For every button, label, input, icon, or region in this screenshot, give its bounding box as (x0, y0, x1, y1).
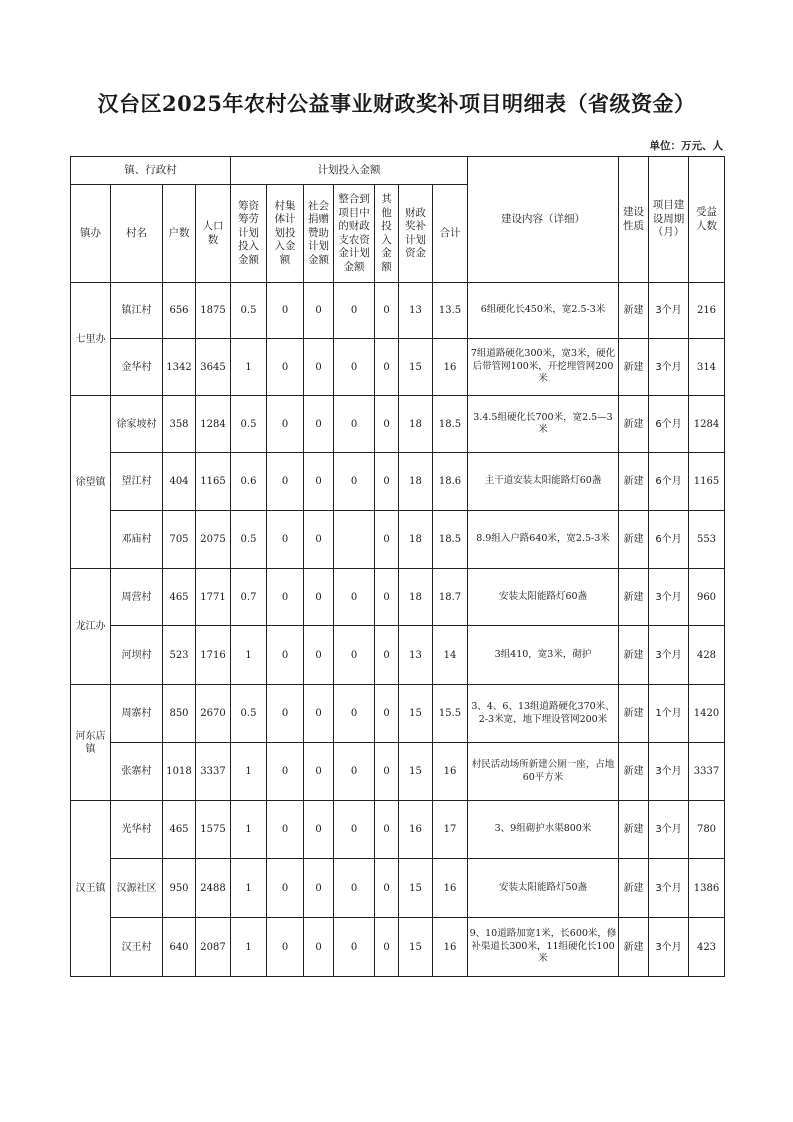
cell-period: 1个月 (649, 685, 689, 743)
cell-households: 1018 (163, 743, 196, 801)
col-header-fiscal (399, 185, 433, 283)
cell-content: 村民活动场所新建公厕一座，占地60平方米 (468, 743, 619, 801)
cell-self-raised: 1 (231, 743, 267, 801)
cell-beneficiaries: 553 (689, 511, 725, 569)
cell-total: 18.6 (433, 453, 468, 511)
cell-total: 14 (433, 626, 468, 685)
cell-self-raised: 0.5 (231, 396, 267, 453)
cell-population: 2488 (196, 859, 231, 918)
town-name: 徐望镇 (75, 476, 106, 488)
cell-town (71, 283, 111, 396)
cell-beneficiaries: 780 (689, 801, 725, 859)
cell-period: 3个月 (649, 801, 689, 859)
cell-population: 1716 (196, 626, 231, 685)
cell-integrated: 0 (334, 453, 375, 511)
cell-content: 安装太阳能路灯50盏 (468, 859, 619, 918)
col-header-households: 户数 (163, 185, 196, 283)
cell-other: 0 (375, 511, 399, 569)
cell-village-name: 周营村 (111, 569, 163, 626)
cell-nature: 新建 (619, 685, 649, 743)
cell-population: 1875 (196, 283, 231, 339)
cell-nature: 新建 (619, 511, 649, 569)
cell-self-raised: 0.5 (231, 283, 267, 339)
cell-period: 3个月 (649, 626, 689, 685)
cell-total: 16 (433, 339, 468, 396)
cell-population: 1165 (196, 453, 231, 511)
cell-village-name: 金华村 (111, 339, 163, 396)
cell-nature: 新建 (619, 918, 649, 977)
cell-total: 16 (433, 743, 468, 801)
table-row (71, 453, 725, 511)
table-row (71, 859, 725, 918)
cell-beneficiaries: 1284 (689, 396, 725, 453)
cell-collective: 0 (267, 801, 304, 859)
cell-period: 6个月 (649, 511, 689, 569)
cell-total: 16 (433, 859, 468, 918)
cell-collective: 0 (267, 339, 304, 396)
cell-self-raised: 0.6 (231, 453, 267, 511)
cell-social: 0 (304, 859, 334, 918)
col-header-integrated (334, 185, 375, 283)
table-row (71, 626, 725, 685)
cell-content: 主干道安装太阳能路灯60盏 (468, 453, 619, 511)
cell-village-name: 光华村 (111, 801, 163, 859)
cell-households: 640 (163, 918, 196, 977)
col-header-population (196, 185, 231, 283)
cell-nature: 新建 (619, 396, 649, 453)
group-header-plan: 计划投入金额 (231, 157, 468, 185)
cell-social: 0 (304, 918, 334, 977)
cell-town (71, 569, 111, 685)
cell-other: 0 (375, 801, 399, 859)
cell-total: 13.5 (433, 283, 468, 339)
cell-other: 0 (375, 396, 399, 453)
cell-period: 6个月 (649, 453, 689, 511)
col-header-social (304, 185, 334, 283)
cell-collective: 0 (267, 396, 304, 453)
cell-nature: 新建 (619, 339, 649, 396)
cell-total: 15.5 (433, 685, 468, 743)
cell-collective: 0 (267, 743, 304, 801)
cell-integrated: 0 (334, 283, 375, 339)
col-header-nature-text: 建设性质 (623, 206, 644, 232)
cell-collective: 0 (267, 569, 304, 626)
cell-content: 安装太阳能路灯60盏 (468, 569, 619, 626)
cell-nature: 新建 (619, 743, 649, 801)
table-body (71, 283, 725, 977)
cell-fiscal: 15 (399, 685, 433, 743)
cell-households: 404 (163, 453, 196, 511)
cell-social: 0 (304, 396, 334, 453)
table-row (71, 511, 725, 569)
col-header-self-raised (231, 185, 267, 283)
cell-collective: 0 (267, 453, 304, 511)
cell-social: 0 (304, 453, 334, 511)
table-row (71, 569, 725, 626)
cell-integrated: 0 (334, 685, 375, 743)
table-row (71, 801, 725, 859)
cell-total: 18.7 (433, 569, 468, 626)
cell-village-name: 张寨村 (111, 743, 163, 801)
cell-other: 0 (375, 685, 399, 743)
cell-town (71, 801, 111, 977)
cell-self-raised: 0.5 (231, 685, 267, 743)
cell-beneficiaries: 1420 (689, 685, 725, 743)
cell-beneficiaries: 1165 (689, 453, 725, 511)
cell-other: 0 (375, 453, 399, 511)
cell-integrated: 0 (334, 743, 375, 801)
cell-total: 17 (433, 801, 468, 859)
cell-other: 0 (375, 918, 399, 977)
cell-integrated: 0 (334, 569, 375, 626)
col-header-fiscal-text: 财政奖补计划资金 (405, 206, 426, 259)
cell-period: 3个月 (649, 283, 689, 339)
cell-population: 2075 (196, 511, 231, 569)
col-header-collective-text: 村集体计划投入金额 (274, 199, 296, 266)
cell-town (71, 396, 111, 569)
cell-beneficiaries: 1386 (689, 859, 725, 918)
cell-village-name: 河坝村 (111, 626, 163, 685)
col-header-self-raised-text: 筹资筹劳计划投入金额 (238, 199, 259, 266)
group-header-town: 镇、行政村 (71, 157, 231, 185)
col-header-content: 建设内容（详细） (468, 157, 619, 283)
cell-beneficiaries: 428 (689, 626, 725, 685)
cell-fiscal: 13 (399, 626, 433, 685)
cell-population: 2670 (196, 685, 231, 743)
cell-social: 0 (304, 743, 334, 801)
cell-nature: 新建 (619, 801, 649, 859)
cell-other: 0 (375, 569, 399, 626)
cell-period: 3个月 (649, 339, 689, 396)
col-header-integrated-text: 整合到项目中的财政支农资金计划金额 (338, 193, 370, 273)
cell-population: 2087 (196, 918, 231, 977)
cell-collective: 0 (267, 918, 304, 977)
cell-village-name: 汉源社区 (111, 859, 163, 918)
cell-village-name: 周寨村 (111, 685, 163, 743)
cell-nature: 新建 (619, 626, 649, 685)
cell-nature: 新建 (619, 859, 649, 918)
cell-social: 0 (304, 511, 334, 569)
cell-collective: 0 (267, 283, 304, 339)
cell-integrated: 0 (334, 339, 375, 396)
cell-population: 1284 (196, 396, 231, 453)
cell-other: 0 (375, 339, 399, 396)
cell-self-raised: 1 (231, 339, 267, 396)
cell-households: 465 (163, 569, 196, 626)
col-header-collective (267, 185, 304, 283)
cell-collective: 0 (267, 859, 304, 918)
cell-content: 3、9组砌护水渠800米 (468, 801, 619, 859)
cell-self-raised: 1 (231, 801, 267, 859)
cell-social: 0 (304, 626, 334, 685)
cell-village-name: 镇江村 (111, 283, 163, 339)
cell-integrated (334, 511, 375, 569)
project-table (70, 156, 725, 977)
cell-beneficiaries: 423 (689, 918, 725, 977)
cell-other: 0 (375, 743, 399, 801)
cell-integrated: 0 (334, 918, 375, 977)
col-header-period-text: 项目建设周期（月） (652, 199, 685, 239)
table-row (71, 743, 725, 801)
table-row (71, 339, 725, 396)
col-header-other (375, 185, 399, 283)
table-row (71, 396, 725, 453)
town-name: 河东店镇 (75, 730, 106, 755)
cell-integrated: 0 (334, 626, 375, 685)
cell-collective: 0 (267, 511, 304, 569)
col-header-period (649, 157, 689, 283)
cell-fiscal: 18 (399, 511, 433, 569)
cell-beneficiaries: 960 (689, 569, 725, 626)
cell-population: 3645 (196, 339, 231, 396)
cell-collective: 0 (267, 685, 304, 743)
cell-self-raised: 1 (231, 859, 267, 918)
col-header-nature (619, 157, 649, 283)
cell-fiscal: 15 (399, 743, 433, 801)
cell-content: 3组410，宽3米，砌护 (468, 626, 619, 685)
cell-nature: 新建 (619, 453, 649, 511)
cell-fiscal: 16 (399, 801, 433, 859)
cell-households: 705 (163, 511, 196, 569)
cell-total: 16 (433, 918, 468, 977)
cell-village-name: 徐家坡村 (111, 396, 163, 453)
cell-social: 0 (304, 801, 334, 859)
cell-content: 9、10道路加宽1米，长600米，修补渠道长300米，11组硬化长100米 (468, 918, 619, 977)
cell-period: 3个月 (649, 859, 689, 918)
cell-social: 0 (304, 283, 334, 339)
cell-other: 0 (375, 859, 399, 918)
cell-integrated: 0 (334, 801, 375, 859)
cell-other: 0 (375, 283, 399, 339)
cell-nature: 新建 (619, 569, 649, 626)
cell-content: 7组道路硬化300米，宽3米，硬化后带管网100米，开挖埋管网200米 (468, 339, 619, 396)
cell-content: 8.9组入户路640米，宽2.5-3米 (468, 511, 619, 569)
cell-households: 523 (163, 626, 196, 685)
cell-nature: 新建 (619, 283, 649, 339)
cell-population: 1771 (196, 569, 231, 626)
col-header-town: 镇办 (71, 185, 111, 283)
cell-population: 3337 (196, 743, 231, 801)
table-row (71, 283, 725, 339)
cell-households: 850 (163, 685, 196, 743)
cell-population: 1575 (196, 801, 231, 859)
cell-social: 0 (304, 685, 334, 743)
col-header-beneficiaries-text: 受益人数 (696, 206, 717, 232)
header-group-row (71, 157, 725, 185)
cell-period: 3个月 (649, 743, 689, 801)
cell-social: 0 (304, 339, 334, 396)
cell-fiscal: 15 (399, 918, 433, 977)
cell-collective: 0 (267, 626, 304, 685)
cell-town (71, 685, 111, 801)
cell-period: 3个月 (649, 918, 689, 977)
cell-self-raised: 0.7 (231, 569, 267, 626)
cell-village-name: 望江村 (111, 453, 163, 511)
cell-households: 1342 (163, 339, 196, 396)
unit-label: 单位：万元、人 (649, 140, 723, 152)
town-name: 汉王镇 (75, 883, 106, 894)
cell-self-raised: 0.5 (231, 511, 267, 569)
cell-households: 465 (163, 801, 196, 859)
cell-fiscal: 13 (399, 283, 433, 339)
town-name: 龙江办 (75, 621, 106, 632)
col-header-social-text: 社会捐赠赞助计划金额 (308, 199, 329, 266)
document-title: 汉台区2025年农村公益事业财政奖补项目明细表（省级资金） (97, 91, 696, 116)
cell-content: 6组硬化长450米，宽2.5-3米 (468, 283, 619, 339)
cell-period: 3个月 (649, 569, 689, 626)
col-header-total: 合计 (433, 185, 468, 283)
cell-total: 18.5 (433, 511, 468, 569)
cell-households: 656 (163, 283, 196, 339)
cell-content: 3.4.5组硬化长700米，宽2.5—3米 (468, 396, 619, 453)
cell-other: 0 (375, 626, 399, 685)
cell-fiscal: 18 (399, 396, 433, 453)
cell-fiscal: 15 (399, 339, 433, 396)
cell-fiscal: 18 (399, 453, 433, 511)
cell-beneficiaries: 216 (689, 283, 725, 339)
col-header-beneficiaries (689, 157, 725, 283)
cell-village-name: 汉王村 (111, 918, 163, 977)
cell-village-name: 邓庙村 (111, 511, 163, 569)
cell-self-raised: 1 (231, 918, 267, 977)
town-name: 七里办 (75, 333, 106, 345)
cell-integrated: 0 (334, 396, 375, 453)
cell-households: 358 (163, 396, 196, 453)
cell-total: 18.5 (433, 396, 468, 453)
cell-fiscal: 15 (399, 859, 433, 918)
col-header-population-text: 人口数 (202, 220, 224, 246)
cell-households: 950 (163, 859, 196, 918)
cell-content: 3、4、6、13组道路硬化370米、2-3米宽，地下埋设管网200米 (468, 685, 619, 743)
cell-fiscal: 18 (399, 569, 433, 626)
cell-beneficiaries: 3337 (689, 743, 725, 801)
col-header-village: 村名 (111, 185, 163, 283)
cell-beneficiaries: 314 (689, 339, 725, 396)
col-header-other-text: 其他投入金额 (381, 193, 392, 273)
cell-social: 0 (304, 569, 334, 626)
table-row (71, 685, 725, 743)
cell-integrated: 0 (334, 859, 375, 918)
cell-self-raised: 1 (231, 626, 267, 685)
cell-period: 6个月 (649, 396, 689, 453)
table-row (71, 918, 725, 977)
